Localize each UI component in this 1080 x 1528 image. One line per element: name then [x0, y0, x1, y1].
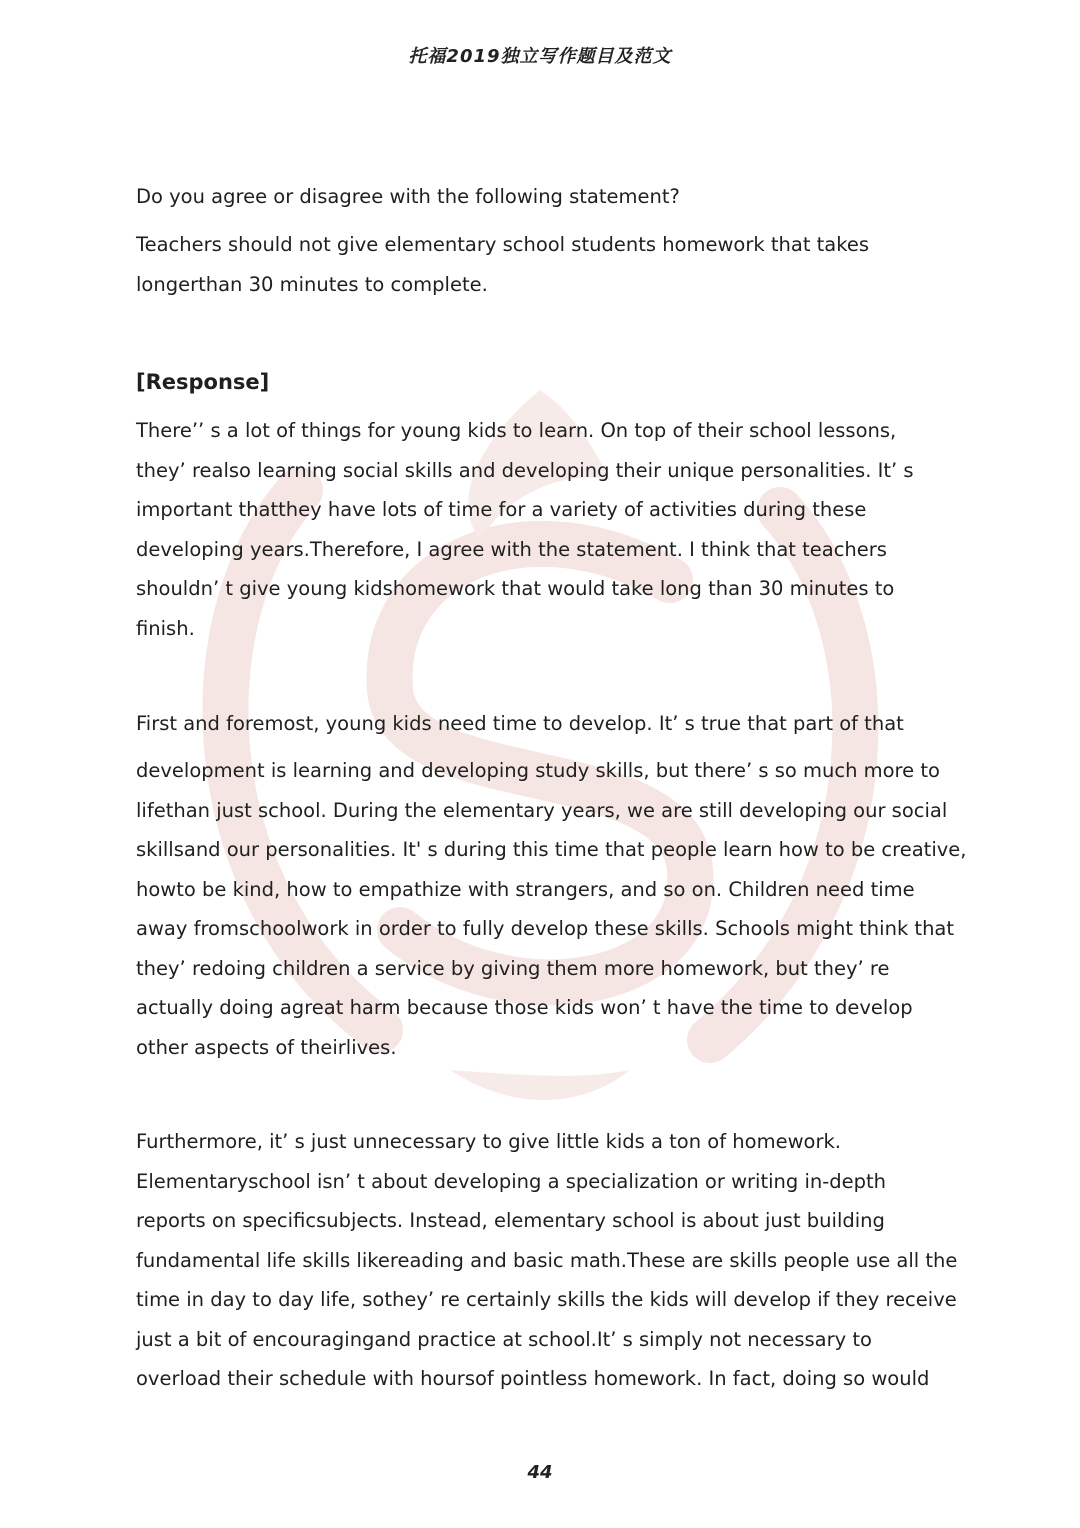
paragraph-3 — [136, 1122, 958, 1399]
paragraph-line: skillsand our personalities. It' s during this time that people learn how to be creative, — [136, 838, 967, 861]
page-number: 44 — [527, 1462, 553, 1483]
paragraph-line: shouldn’ t give young kidshomework that would take long than 30 minutes to — [136, 577, 895, 600]
prompt-question: Do you agree or disagree with the following statement? — [136, 185, 680, 208]
paragraph-2-first — [136, 704, 946, 744]
paragraph-line: finish. — [136, 616, 195, 640]
paragraph-line: lifethan just school. During the elementary years, we are still developing our social — [136, 798, 948, 822]
paragraph-line: Elementaryschool isn’ t about developing a specialization or writing in-depth — [136, 1169, 887, 1193]
paragraph-line: other aspects of theirlives. — [136, 1035, 397, 1059]
paragraph-line: time in day to day life, sothey’ re certainly skills the kids will develop if they receive — [136, 1288, 957, 1311]
paragraph-line: reports on specificsubjects. Instead, elementary school is about just building — [136, 1209, 885, 1232]
paragraph-line: howto be kind, how to empathize with strangers, and so on. Children need time — [136, 877, 915, 901]
paragraph-line: developing years.Therefore, I agree with the statement. I think that teachers — [136, 537, 887, 561]
paragraph-line: development is learning and developing study skills, but there’ s so much more to — [136, 759, 940, 782]
paragraph-line: First and foremost, young kids need time to develop. It’ s true that part of that — [136, 712, 904, 735]
statement-line: Teachers should not give elementary school students homework that takes — [136, 233, 870, 256]
page-header: 托福2019独立写作题目及范文 — [408, 46, 672, 67]
paragraph-line: overload their schedule with hoursof pointless homework. In fact, doing so would — [136, 1367, 930, 1390]
response-heading: [Response] — [136, 370, 270, 394]
paragraph-1 — [136, 411, 946, 648]
prompt-section — [136, 177, 946, 217]
paragraph-line: important thatthey have lots of time for a variety of activities during these — [136, 498, 867, 521]
paragraph-line: Furthermore, it’ s just unnecessary to give little kids a ton of homework. — [136, 1130, 841, 1153]
paragraph-line: actually doing agreat harm because those kids won’ t have the time to develop — [136, 996, 913, 1019]
paragraph-line: away fromschoolwork in order to fully develop these skills. Schools might think that — [136, 917, 955, 940]
paragraph-line: just a bit of encouragingand practice at school.It’ s simply not necessary to — [136, 1327, 872, 1351]
paragraph-line: they’ realso learning social skills and developing their unique personalities. It’ s — [136, 458, 914, 482]
response-heading-block — [136, 362, 946, 402]
statement-line: longerthan 30 minutes to complete. — [136, 272, 488, 296]
paragraph-line: There’’ s a lot of things for young kids to learn. On top of their school lessons, — [136, 419, 897, 442]
paragraph-line: they’ redoing children a service by giving them more homework, but they’ re — [136, 956, 890, 980]
paragraph-2 — [136, 751, 967, 1067]
paragraph-line: fundamental life skills likereading and basic math.These are skills people use all the — [136, 1248, 958, 1272]
prompt-statement — [136, 225, 946, 304]
